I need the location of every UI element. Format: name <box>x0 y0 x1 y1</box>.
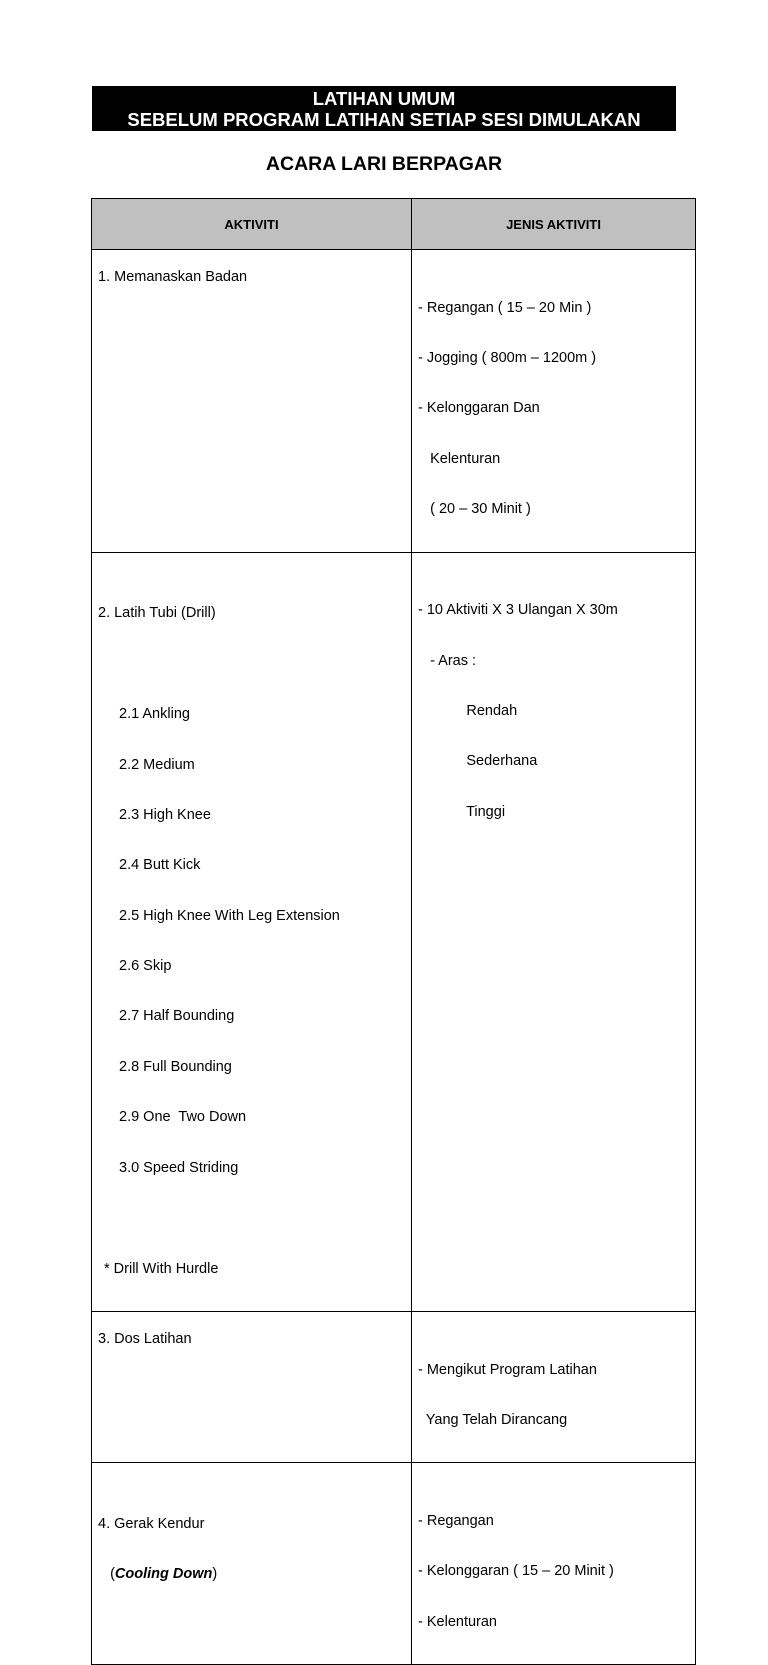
header-jenis-aktiviti: JENIS AKTIVITI <box>412 199 696 250</box>
type-line: - Jogging ( 800m – 1200m ) <box>418 349 597 366</box>
activity-cell <box>92 1463 412 1665</box>
type-line: - Mengikut Program Latihan <box>418 1361 597 1378</box>
activity-warmup: 1. Memanaskan Badan <box>98 269 248 285</box>
type-cell <box>412 1312 696 1463</box>
activity-cooldown <box>92 1463 411 1616</box>
table-row <box>92 1463 696 1665</box>
drill-note: * Drill With Hurdle <box>104 1260 219 1277</box>
drill-item: 2.5 High Knee With Leg Extension <box>119 907 340 924</box>
drill-item: 2.6 Skip <box>119 958 172 975</box>
table-row <box>92 552 696 1311</box>
activity-title: 4. Gerak Kendur <box>98 1515 205 1532</box>
type-line: ( 20 – 30 Minit ) <box>418 501 531 518</box>
activity-cell <box>92 552 412 1311</box>
drill-item: 3.0 Speed Striding <box>119 1159 239 1176</box>
drill-item: 2.2 Medium <box>119 756 195 773</box>
type-line: - Kelonggaran ( 15 – 20 Minit ) <box>418 1563 614 1580</box>
activity-cell <box>92 250 412 553</box>
type-line: Tinggi <box>418 803 506 820</box>
title-line-2: SEBELUM PROGRAM LATIHAN SETIAP SESI DIMULAKAN <box>127 109 641 130</box>
type-line: - Regangan ( 15 – 20 Min ) <box>418 299 592 316</box>
cooling-down-text: Cooling Down <box>114 1566 213 1583</box>
activity-subtitle: (Cooling Down) <box>98 1566 218 1583</box>
type-line: - Aras : <box>418 652 477 669</box>
type-cell <box>412 250 696 553</box>
drill-item: 2.3 High Knee <box>119 806 211 823</box>
activity-dose: 3. Dos Latihan <box>98 1331 192 1348</box>
type-line: - Kelonggaran Dan <box>418 400 540 417</box>
activity-cell <box>92 1312 412 1463</box>
type-list <box>412 1463 695 1664</box>
type-list <box>412 1312 695 1462</box>
type-line: Sederhana <box>418 753 538 770</box>
table-row <box>92 1312 696 1463</box>
type-line: - Kelenturan <box>418 1613 497 1630</box>
table-row <box>92 250 696 553</box>
type-line: Rendah <box>418 702 518 719</box>
drill-item: 2.4 Butt Kick <box>119 857 201 874</box>
event-title: ACARA LARI BERPAGAR <box>265 153 503 175</box>
type-list <box>412 250 695 552</box>
training-table <box>91 198 696 1665</box>
drill-item: 2.9 One Two Down <box>119 1109 247 1126</box>
type-line: Yang Telah Dirancang <box>418 1412 568 1428</box>
title-banner <box>92 86 676 131</box>
activity-drill <box>92 553 411 1311</box>
table-header-row <box>92 199 696 250</box>
drill-item: 2.1 Ankling <box>119 706 190 723</box>
title-line-1: LATIHAN UMUM <box>312 88 456 109</box>
type-list <box>412 553 695 855</box>
type-line: Kelenturan <box>418 450 501 467</box>
drill-item: 2.7 Half Bounding <box>119 1008 235 1025</box>
activity-title: 2. Latih Tubi (Drill) <box>98 605 216 622</box>
type-line: - Regangan <box>418 1512 494 1529</box>
type-cell <box>412 1463 696 1665</box>
header-aktiviti: AKTIVITI <box>92 199 412 250</box>
drill-item: 2.8 Full Bounding <box>119 1058 232 1075</box>
type-cell <box>412 552 696 1311</box>
type-line: - 10 Aktiviti X 3 Ulangan X 30m <box>418 602 618 619</box>
